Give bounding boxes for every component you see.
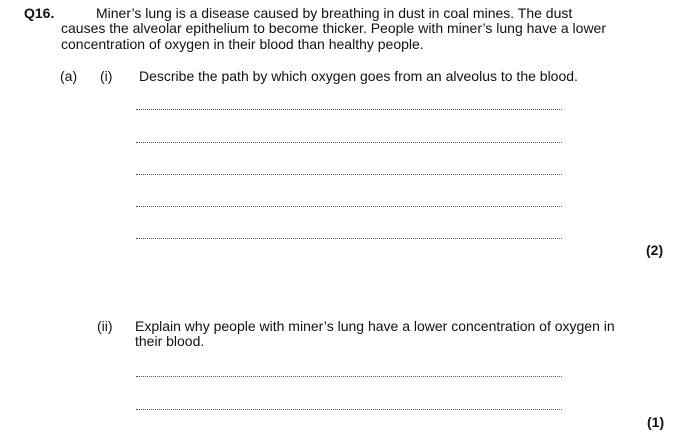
answer-line xyxy=(136,206,562,207)
answer-line xyxy=(136,174,562,175)
marks-a-i: (2) xyxy=(646,242,664,258)
answer-line xyxy=(136,109,562,110)
answer-line xyxy=(136,409,562,410)
answer-line xyxy=(136,376,562,377)
part-a-i-label: (i) xyxy=(100,68,113,84)
part-a-i-text: Describe the path by which oxygen goes from an alveolus to the blood. xyxy=(139,68,578,84)
intro-line-2: causes the alveolar epithelium to become thicker. People with miner’s lung have a lower xyxy=(61,20,607,36)
part-a-ii-text-line-1: Explain why people with miner’s lung have a lower concentration of oxygen in xyxy=(135,318,615,334)
answer-line xyxy=(136,238,562,239)
marks-a-ii: (1) xyxy=(647,414,665,430)
intro-line-3: concentration of oxygen in their blood than healthy people. xyxy=(61,36,424,52)
part-a-label: (a) xyxy=(60,68,78,84)
intro-line-1: Miner’s lung is a disease caused by breathing in dust in coal mines. The dust xyxy=(96,5,573,21)
part-a-ii-label: (ii) xyxy=(97,318,113,334)
answer-line xyxy=(136,142,562,143)
part-a-ii-text-line-2: their blood. xyxy=(135,333,205,349)
question-number: Q16. xyxy=(24,5,55,21)
